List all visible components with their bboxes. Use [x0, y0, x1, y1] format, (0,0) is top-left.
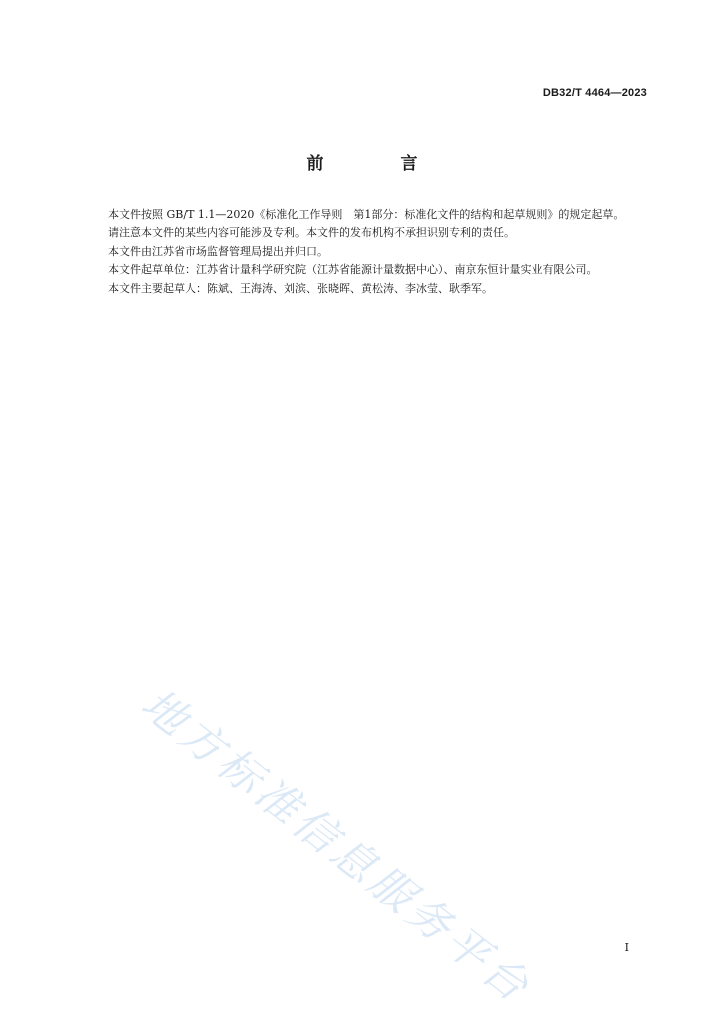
document-code: DB32/T 4464—2023 [542, 87, 647, 99]
paragraph-proposer: 本文件由江苏省市场监督管理局提出并归口。 [108, 244, 328, 258]
page-number: I [624, 941, 629, 954]
foreword-body [86, 206, 648, 298]
paragraph-drafters: 本文件主要起草人：陈斌、王海涛、刘滨、张晓晖、黄松涛、李冰莹、耿季军。 [108, 281, 493, 295]
watermark: 地方标准信息服务平台 [131, 679, 541, 1015]
paragraph-patent-notice: 请注意本文件的某些内容可能涉及专利。本文件的发布机构不承担识别专利的责任。 [108, 226, 515, 240]
paragraph-drafting-units: 本文件起草单位：江苏省计量科学研究院（江苏省能源计量数据中心）、南京东恒计量实业有限公司。 [108, 263, 598, 277]
paragraph-drafting-rules: 本文件按照 GB/T 1.1—2020《标准化工作导则 第1部分：标准化文件的结构和起草规则》的规定起草。 [108, 208, 625, 221]
page-title: 前 言 [306, 154, 448, 174]
